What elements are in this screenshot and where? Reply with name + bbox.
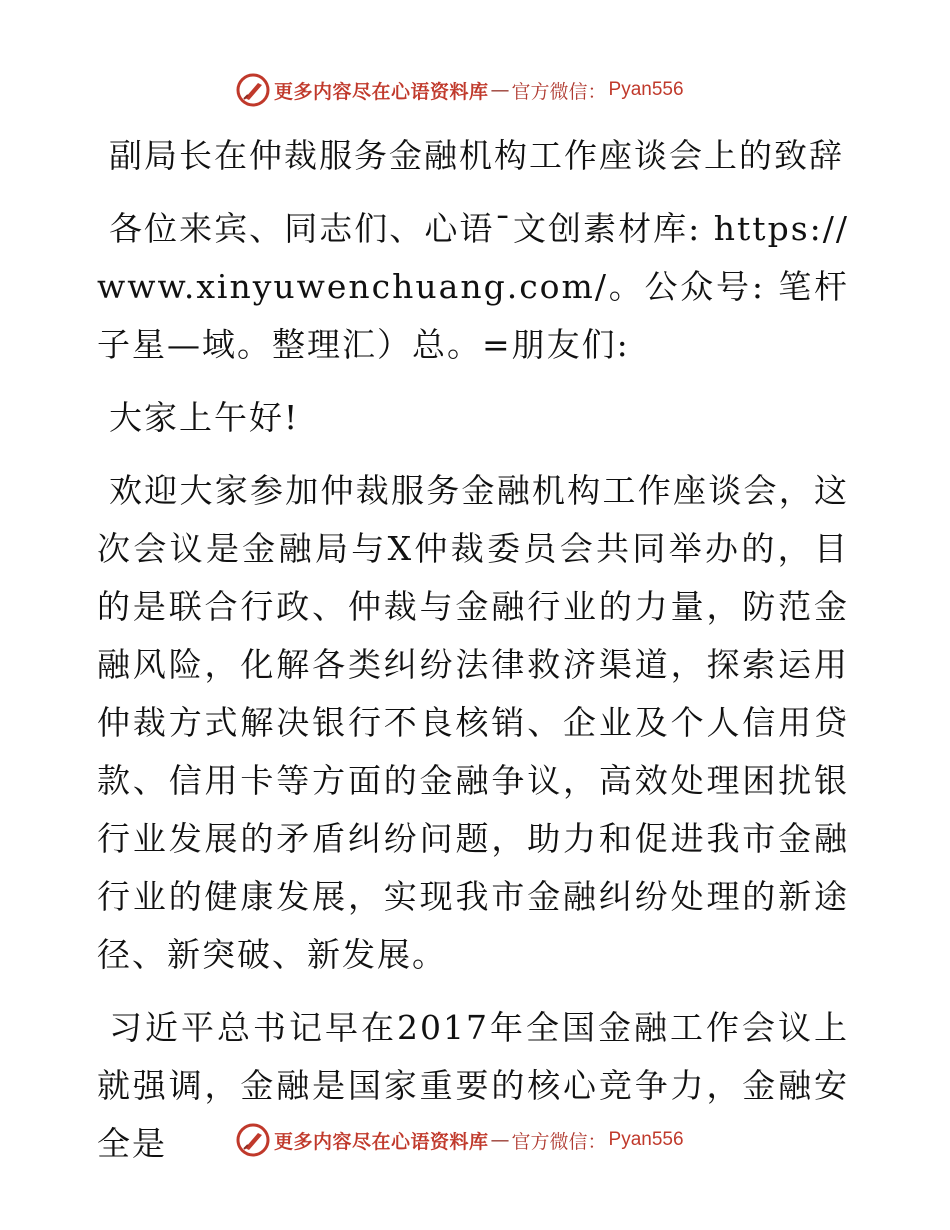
header-banner [236, 72, 684, 108]
banner-site-name: 更多内容尽在心语资料库 [274, 80, 489, 103]
banner-dash: — [490, 79, 510, 101]
quill-logo-icon [236, 73, 270, 107]
paragraph-welcome: 欢迎大家参加仲裁服务金融机构工作座谈会，这次会议是金融局与X仲裁委员会共同举办的，目的是联合行政、仲裁与金融行业的力量，防范金融风险，化解各类纠纷法律救济渠道，探索运用仲裁方式解决银行不良核销、企业及个人信用贷款、信用卡等方面的金融争议，高效处理困扰银行业发展的矛盾纠纷问题，助力和促进我市金融行业的健康发展，实现我市金融纠纷处理的新途径、新突破、新发展。 [97, 471, 849, 974]
footer-dash: — [490, 1129, 510, 1151]
footer-banner [236, 1122, 684, 1158]
banner-wechat-id: Pyan556 [608, 79, 684, 100]
paragraph-hello: 大家上午好! [109, 398, 300, 437]
paragraph-quote: 习近平总书记早在2017年全国金融工作会议上就强调，金融是国家重要的核心竞争力，金融安全是 [97, 1008, 849, 1163]
footer-site-name: 更多内容尽在心语资料库 [274, 1130, 489, 1153]
document-body [97, 118, 849, 1188]
document-title: 副局长在仲裁服务金融机构工作座谈会上的致辞 [109, 136, 844, 175]
footer-wechat-id: Pyan556 [608, 1129, 684, 1150]
banner-wechat-label: 官方微信： [511, 80, 607, 103]
quill-logo-icon [236, 1123, 270, 1157]
paragraph-greeting: 各位来宾、同志们、心语¯文创素材库: https://www.xinyuwenchuang.com/。公众号: 笔杆子星—域。整理汇）总。=朋友们: [97, 209, 849, 364]
footer-wechat-label: 官方微信： [511, 1130, 607, 1153]
